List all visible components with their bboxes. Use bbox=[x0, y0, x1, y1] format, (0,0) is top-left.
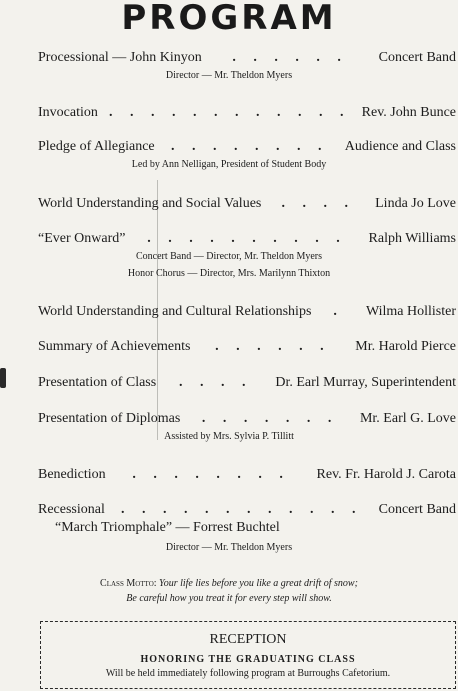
motto-text-1: Your life lies before you like a great drift of snow; bbox=[159, 578, 358, 589]
item-title: Presentation of Class bbox=[38, 375, 157, 390]
reception-box bbox=[40, 621, 456, 689]
reception-heading: RECEPTION bbox=[209, 632, 287, 647]
recessional-piece: “March Triomphale” — Forrest Buchtel bbox=[55, 520, 280, 535]
motto-text-2: Be careful how you treat it for every step will show. bbox=[126, 593, 332, 604]
item-title: “Ever Onward” bbox=[38, 231, 126, 246]
leader-dots: . . . . . . . . . . bbox=[147, 231, 347, 246]
item-title: Summary of Achievements bbox=[38, 339, 191, 354]
program-item-cultural-relationships bbox=[38, 303, 456, 321]
leader-dots: . . . . bbox=[179, 375, 253, 390]
class-motto-line2 bbox=[0, 592, 458, 606]
leader-dots: . . . . . . . bbox=[201, 411, 339, 426]
onward-chorus: Honor Chorus — Director, Mrs. Marilynn Thixton bbox=[127, 268, 331, 279]
program-item-diplomas bbox=[38, 410, 456, 428]
program-item-recessional bbox=[38, 501, 456, 519]
leader-dots: . . . . bbox=[281, 196, 355, 211]
item-title: Recessional bbox=[38, 502, 105, 517]
onward-band: Concert Band — Director, Mr. Theldon Myers bbox=[135, 251, 323, 262]
program-item-invocation bbox=[38, 104, 456, 122]
item-performer: Rev. Fr. Harold J. Carota bbox=[316, 467, 456, 482]
item-performer: Linda Jo Love bbox=[375, 196, 456, 211]
edge-mark bbox=[0, 368, 6, 388]
item-performer: Mr. Earl G. Love bbox=[359, 411, 456, 426]
processional-director: Director — Mr. Theldon Myers bbox=[165, 70, 293, 81]
leader-dots: . . . . . . . . . . . . bbox=[121, 502, 363, 517]
item-title: Invocation bbox=[38, 105, 98, 120]
program-item-pledge bbox=[38, 138, 456, 156]
item-performer: Concert Band bbox=[378, 502, 456, 517]
item-performer: Wilma Hollister bbox=[365, 304, 456, 319]
item-performer: Concert Band bbox=[378, 50, 456, 65]
item-title: World Understanding and Social Values bbox=[38, 196, 262, 211]
program-item-summary bbox=[38, 338, 456, 356]
item-performer: Mr. Harold Pierce bbox=[355, 339, 456, 354]
class-motto-line1 bbox=[0, 577, 458, 591]
reception-note: Will be held immediately following program at Burroughs Cafetorium. bbox=[105, 668, 391, 679]
program-title: PROGRAM bbox=[121, 0, 337, 38]
recessional-director: Director — Mr. Theldon Myers bbox=[165, 542, 293, 553]
leader-dots: . . . . . . bbox=[215, 339, 331, 354]
item-title: Processional — John Kinyon bbox=[38, 50, 202, 65]
leader-dots: . . . . . . . . . . . . bbox=[109, 105, 351, 120]
pledge-led-by: Led by Ann Nelligan, President of Student Body bbox=[131, 159, 327, 170]
item-performer: Dr. Earl Murray, Superintendent bbox=[275, 375, 456, 390]
program-item-benediction bbox=[38, 466, 456, 484]
item-performer: Rev. John Bunce bbox=[361, 105, 456, 120]
leader-dots: . . . . . . . . bbox=[170, 139, 329, 154]
item-title: World Understanding and Cultural Relationships bbox=[38, 304, 312, 319]
program-item-processional bbox=[38, 49, 456, 67]
leader-dots: . . . . . . . . bbox=[132, 467, 290, 482]
item-title: Pledge of Allegiance bbox=[38, 139, 155, 154]
item-title: Benediction bbox=[38, 467, 106, 482]
program-item-presentation-class bbox=[38, 374, 456, 392]
item-title: Presentation of Diplomas bbox=[38, 411, 181, 426]
program-item-ever-onward bbox=[38, 230, 456, 248]
leader-dots: . bbox=[333, 304, 344, 319]
program-item-social-values bbox=[38, 195, 456, 213]
item-performer: Audience and Class bbox=[344, 139, 456, 154]
leader-dots: . . . . . . bbox=[232, 50, 348, 65]
item-performer: Ralph Williams bbox=[368, 231, 456, 246]
motto-label: Class Motto: bbox=[100, 578, 157, 589]
reception-subheading: HONORING THE GRADUATING CLASS bbox=[140, 654, 356, 665]
diplomas-assist: Assisted by Mrs. Sylvia P. Tillitt bbox=[164, 431, 294, 442]
